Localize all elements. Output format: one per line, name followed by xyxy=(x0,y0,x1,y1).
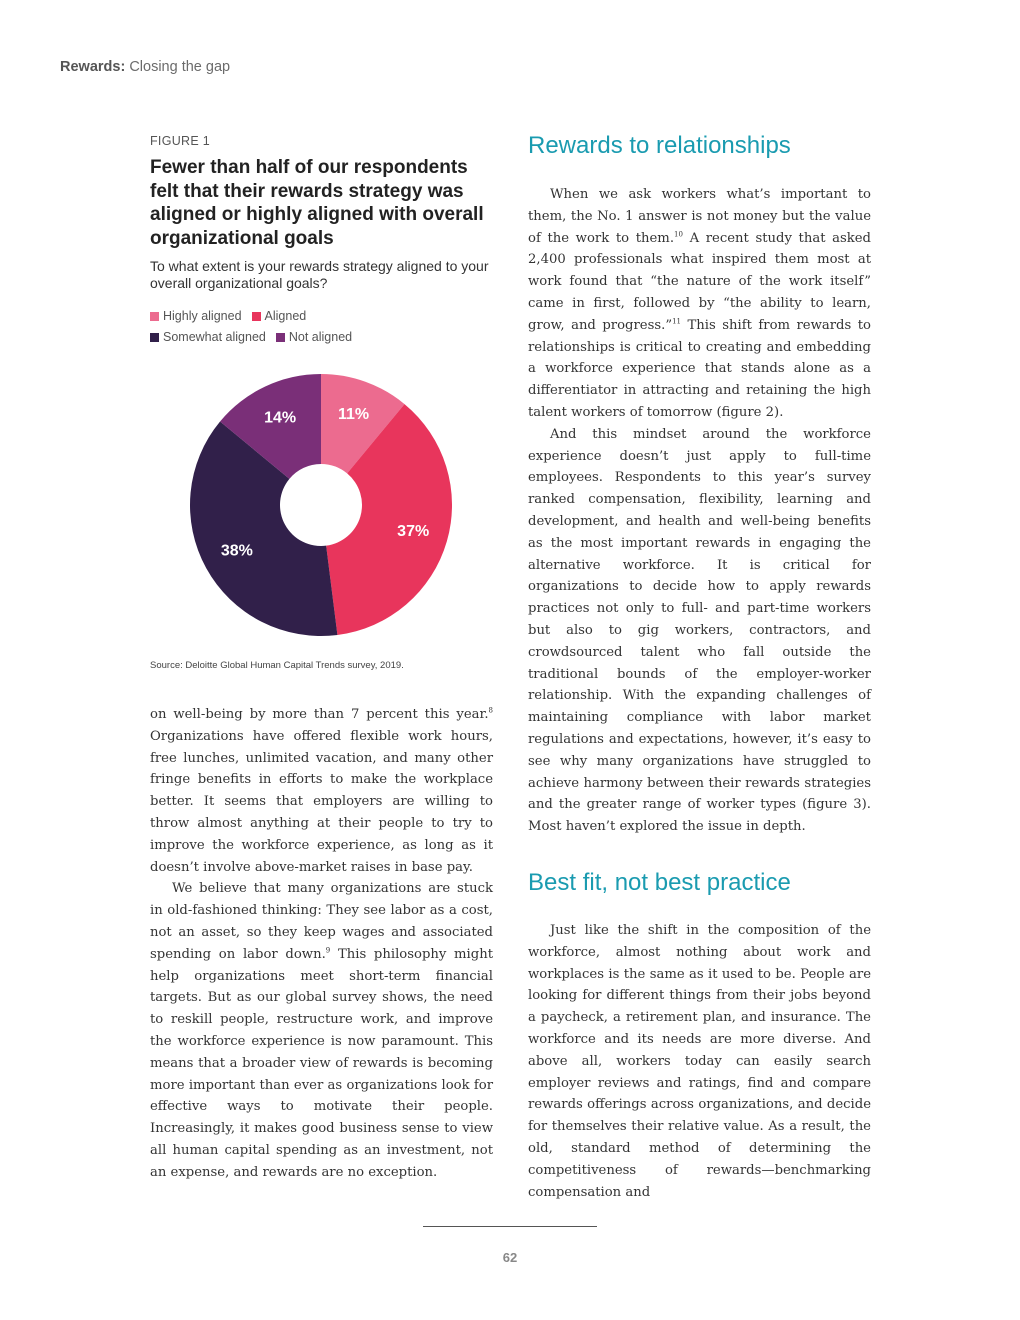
paragraph: Just like the shift in the composition of the workforce, almost nothing about work and workplaces is the same as it used to be. People are looking for different things from their jobs beyond a paycheck, a retirement plan, and insurance. The workforce and its needs are more diverse. And above all, workers today can easily search employer reviews and ratings, find and compare rewards offerings across organizations, and decide for themselves their relative value. As a result, the old, standard method of determining the competitiveness of rewards—benchmarking compensation and xyxy=(528,923,871,1200)
section-heading: Rewards to relationships xyxy=(528,132,791,159)
legend-item-highly-aligned xyxy=(150,309,242,323)
figure-source: Source: Deloitte Global Human Capital Trends survey, 2019. xyxy=(150,660,404,671)
paragraph xyxy=(150,878,493,1183)
donut-label: 38% xyxy=(220,542,253,560)
paragraph xyxy=(150,704,493,878)
legend-swatch xyxy=(150,333,159,342)
running-head xyxy=(60,59,230,75)
running-head-section: Rewards: xyxy=(60,59,126,75)
legend-item-somewhat-aligned xyxy=(150,330,266,344)
legend-label: Somewhat aligned xyxy=(163,330,266,344)
text: This shift from rewards to relationships is critical to creating and embedding a workforce experience that stands alone as a differentiator in attracting and retaining the high talent workers of tomorrow (figure 2). xyxy=(528,317,871,420)
figure-question: To what extent is your rewards strategy aligned to your overall organizational goals? xyxy=(150,258,489,291)
legend-swatch xyxy=(252,312,261,321)
figure-label: FIGURE 1 xyxy=(150,134,211,148)
legend-label: Aligned xyxy=(264,309,307,323)
page-number: 62 xyxy=(502,1250,518,1265)
text: Organizations have offered flexible work hours, free lunches, unlimited vacation, and many other fringe benefits in efforts to make the workplace better. It seems that employers are willing to throw almost anything at their people to try to improve the workforce experience, as long as it doesn’t involve above-market raises in base pay. xyxy=(150,728,493,875)
text: on well-being by more than 7 percent this year. xyxy=(150,707,489,722)
endnote-ref: 9 xyxy=(325,946,331,955)
donut-chart xyxy=(188,372,454,638)
endnote-ref: 10 xyxy=(674,230,683,239)
figure-title: Fewer than half of our respondents felt that their rewards strategy was aligned or highly aligned with overall organizational goals xyxy=(150,157,484,249)
donut-label: 11% xyxy=(337,405,370,423)
endnote-ref: 8 xyxy=(488,706,493,715)
text: We believe that many organizations are stuck in old-fashioned thinking: They see labor as a cost, not an asset, so they keep wages and associated spending on labor down. xyxy=(150,881,493,962)
text: When we ask workers what’s important to them, the No. 1 answer is not money but the value of the work to them. xyxy=(528,187,871,246)
endnote-ref: 11 xyxy=(672,317,681,326)
legend-item-aligned xyxy=(252,309,307,323)
legend-label: Not aligned xyxy=(288,330,353,344)
section-heading: Best fit, not best practice xyxy=(528,869,791,896)
legend-label: Highly aligned xyxy=(163,309,242,323)
right-column-section-1 xyxy=(528,184,871,838)
paragraph xyxy=(528,184,871,424)
paragraph: And this mindset around the workforce experience doesn’t just apply to full-time employees. Respondents to this year’s survey ranked compensation, flexibility, learning and development, and health and well-being benefits as the most important rewards in engaging the alternative workforce. It is critical for organizations to decide how to apply rewards practices not only to full- and part-time workers but also to gig workers, contractors, and crowdsourced talent who fall outside the traditional bounds of the employer-worker relationship. With the expanding challenges of maintaining compliance with labor market regulations and expectations, however, it’s easy to see why many organizations have struggled to achieve harmony between their rewards strategies and the greater range of worker types (figure 3). Most haven’t explored the issue in depth. xyxy=(528,426,871,835)
donut-label: 37% xyxy=(397,523,430,541)
chart-legend-row-2 xyxy=(150,330,362,344)
legend-swatch xyxy=(150,312,159,321)
running-head-subtitle: Closing the gap xyxy=(129,59,231,75)
legend-swatch xyxy=(276,333,285,342)
right-column-section-2 xyxy=(528,920,871,1203)
footer-rule xyxy=(423,1226,597,1227)
left-column xyxy=(150,704,493,1184)
legend-item-not-aligned xyxy=(276,330,352,344)
chart-legend-row-1 xyxy=(150,309,316,323)
text: This philosophy might help organizations meet short-term financial targets. But as our global survey shows, the need to reskill people, restructure work, and improve the workforce experience is now paramount. This means that a broader view of rewards is becoming more important than ever as organizations look for effective ways to motivate their people. Increasingly, it makes good business sense to view all human capital spending as an investment, not an expense, and rewards are no exception. xyxy=(150,946,493,1180)
donut-label: 14% xyxy=(264,409,297,427)
text: A recent study that asked 2,400 professionals what inspired them most at work found that “the nature of the work itself” came in first, followed by “the ability to learn, grow, and progress.” xyxy=(528,230,871,333)
